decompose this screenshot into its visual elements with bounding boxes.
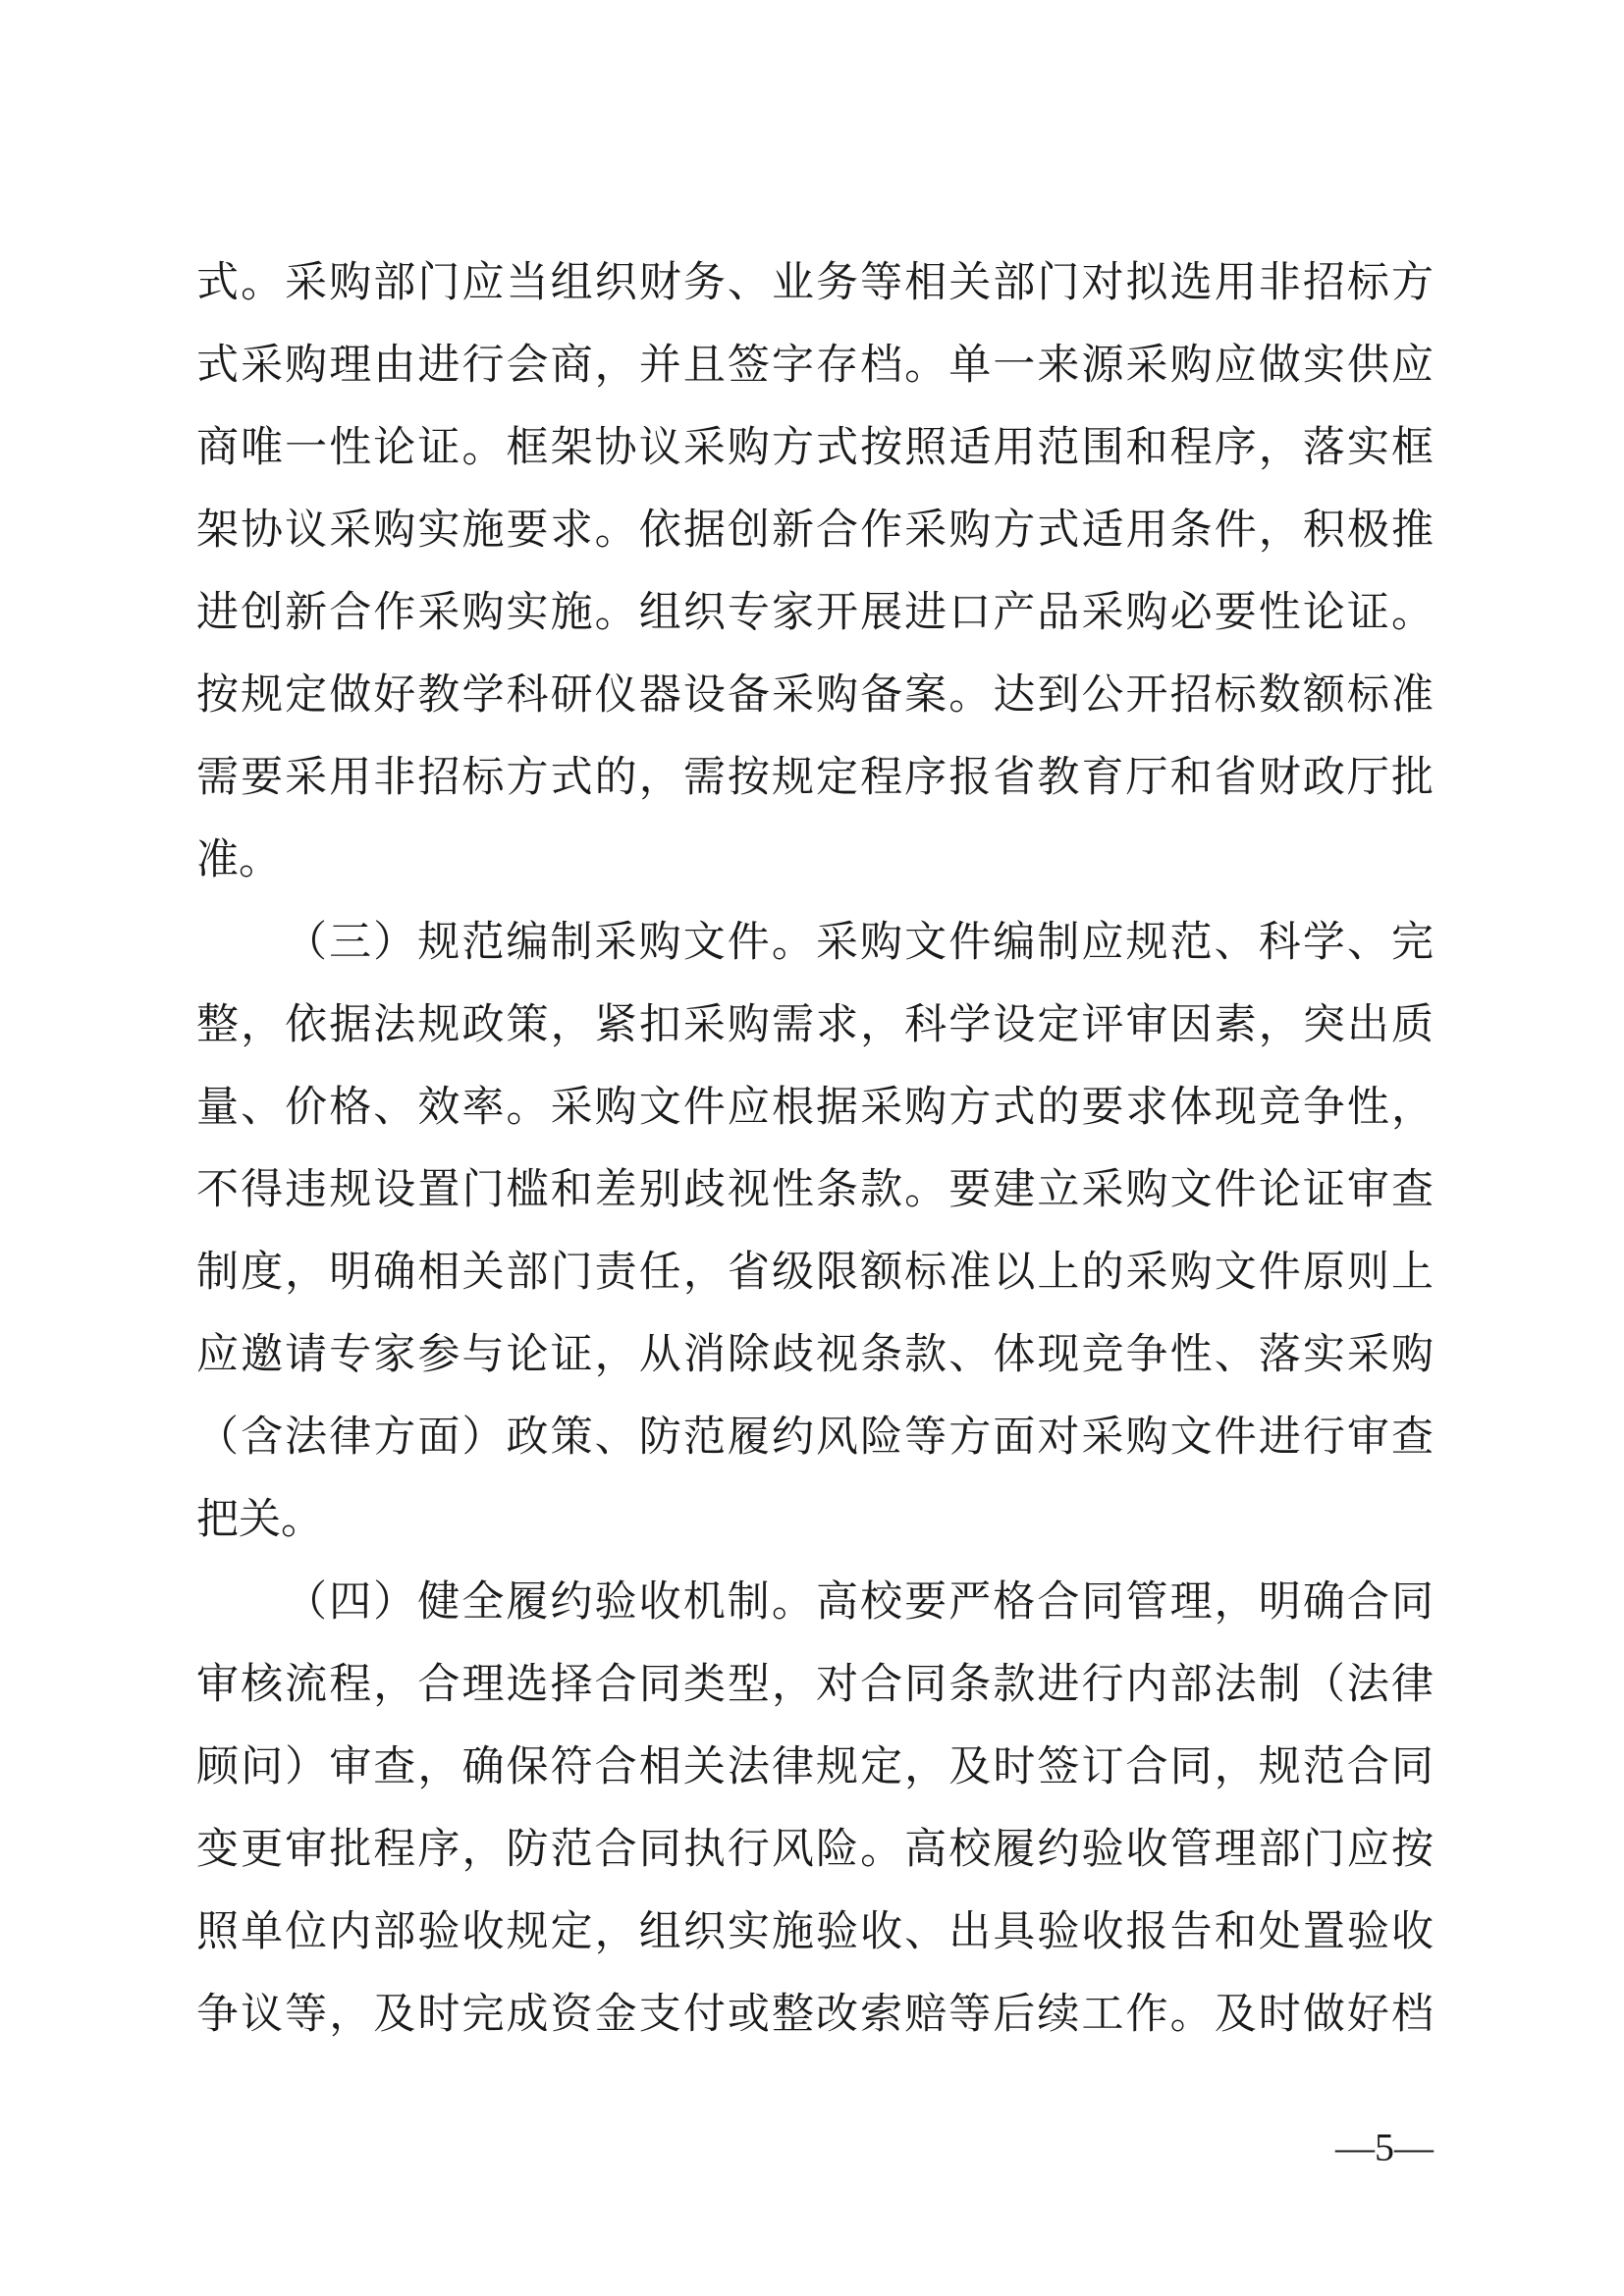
text-line: 式采购理由进行会商，并且签字存档。单一来源采购应做实供应 <box>196 341 1434 390</box>
text-line: 制度，明确相关部门责任，省级限额标准以上的采购文件原则上 <box>196 1248 1434 1297</box>
text-line: 需要采用非招标方式的，需按规定程序报省教育厅和省财政厅批 <box>196 753 1434 802</box>
text-line: 整，依据法规政策，紧扣采购需求，科学设定评审因素，突出质 <box>196 1000 1434 1049</box>
text-line: （四）健全履约验收机制。高校要严格合同管理，明确合同 <box>285 1577 1434 1627</box>
text-line: 审核流程，合理选择合同类型，对合同条款进行内部法制（法律 <box>196 1660 1434 1709</box>
text-line: （含法律方面）政策、防范履约风险等方面对采购文件进行审查 <box>196 1413 1434 1462</box>
text-line: 按规定做好教学科研仪器设备采购备案。达到公开招标数额标准 <box>196 670 1434 720</box>
text-line: 式。采购部门应当组织财务、业务等相关部门对拟选用非招标方 <box>196 258 1434 307</box>
text-line: 变更审批程序，防范合同执行风险。高校履约验收管理部门应按 <box>196 1825 1434 1874</box>
page-number: —5— <box>1335 2125 1434 2169</box>
text-line: 应邀请专家参与论证，从消除歧视条款、体现竞争性、落实采购 <box>196 1330 1434 1379</box>
text-line: 不得违规设置门槛和差别歧视性条款。要建立采购文件论证审查 <box>196 1165 1434 1214</box>
text-line: 架协议采购实施要求。依据创新合作采购方式适用条件，积极推 <box>196 506 1434 555</box>
text-line: 准。 <box>196 835 281 884</box>
text-line: 量、价格、效率。采购文件应根据采购方式的要求体现竞争性， <box>196 1083 1434 1132</box>
text-line: 照单位内部验收规定，组织实施验收、出具验收报告和处置验收 <box>196 1907 1434 1956</box>
text-line: 顾问）审查，确保符合相关法律规定，及时签订合同，规范合同 <box>196 1742 1434 1791</box>
text-line: 商唯一性论证。框架协议采购方式按照适用范围和程序，落实框 <box>196 423 1434 472</box>
text-line: 进创新合作采购实施。组织专家开展进口产品采购必要性论证。 <box>196 588 1434 637</box>
text-line: 争议等，及时完成资金支付或整改索赔等后续工作。及时做好档 <box>196 1990 1434 2039</box>
text-line: （三）规范编制采购文件。采购文件编制应规范、科学、完 <box>285 918 1434 967</box>
text-line: 把关。 <box>196 1495 323 1544</box>
